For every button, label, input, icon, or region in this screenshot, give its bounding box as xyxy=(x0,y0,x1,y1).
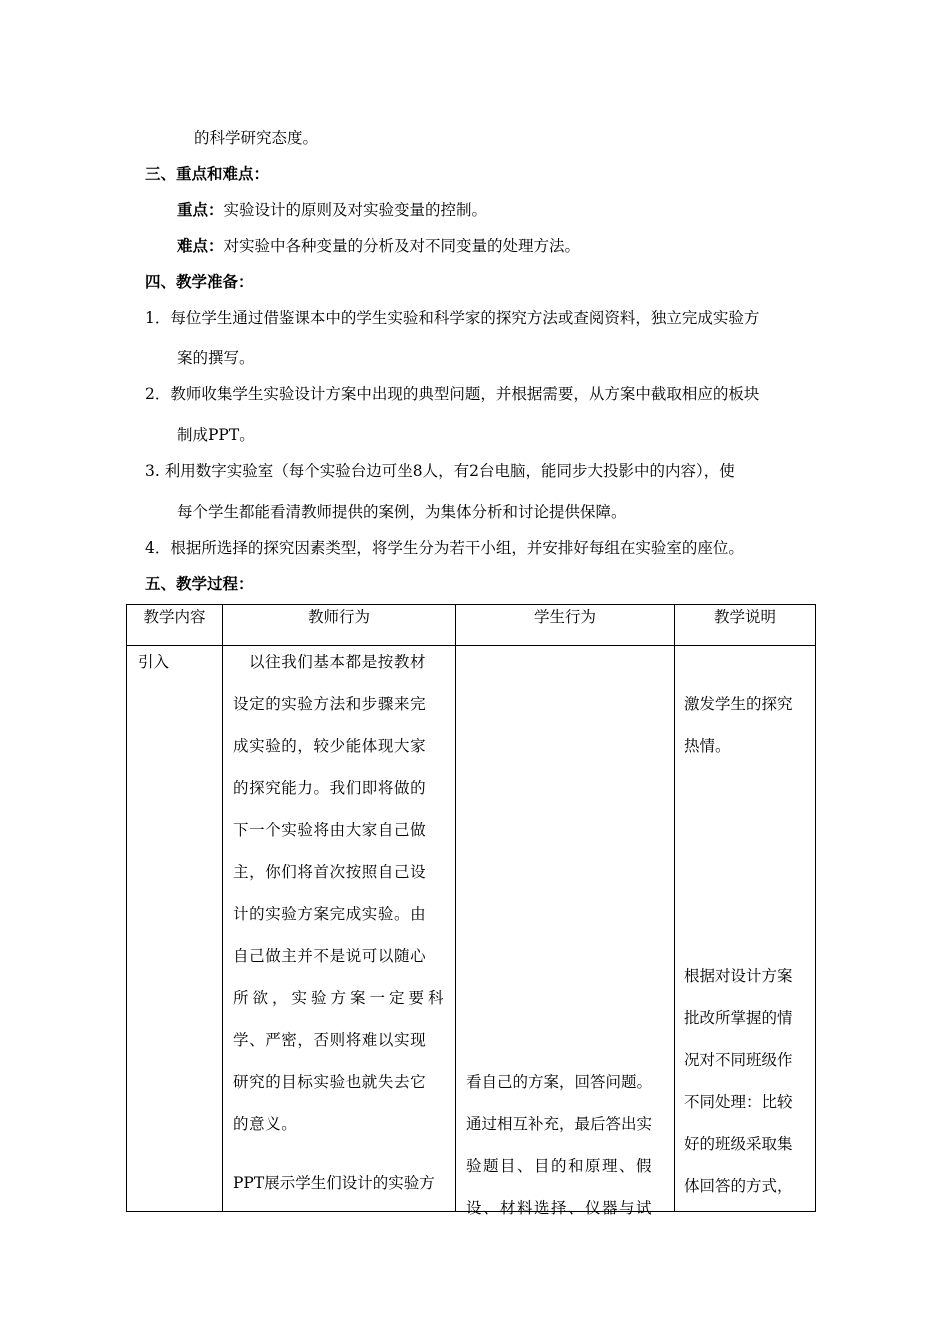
notes-line: 好的班级采取集 xyxy=(684,1135,793,1153)
teacher-line: 研究的目标实验也就失去它 xyxy=(233,1073,427,1091)
teacher-line: 的意义。 xyxy=(233,1115,298,1133)
content-cell xyxy=(127,646,223,1212)
intro-tail: 的科学研究态度。 xyxy=(194,129,319,147)
notes-cell xyxy=(675,646,816,1212)
teacher-line: 以往我们基本都是按教材 xyxy=(249,653,427,671)
difficult-label: 难点： xyxy=(177,236,224,255)
teacher-line: 计的实验方案完成实验。由 xyxy=(233,905,427,923)
student-line: 设、材料选择、仪器与试 xyxy=(466,1199,654,1217)
section-3-title: 三、重点和难点： xyxy=(145,164,270,183)
notes-line: 况对不同班级作 xyxy=(684,1051,793,1069)
teacher-line: 下一个实验将由大家自己做 xyxy=(233,821,427,839)
header-student: 学生行为 xyxy=(456,605,675,646)
teacher-cell xyxy=(223,646,456,1212)
teaching-process-table xyxy=(126,604,816,1217)
table-header-row xyxy=(127,605,816,646)
teacher-line: PPT展示学生们设计的实验方 xyxy=(233,1174,435,1192)
prep-item-1-line-1: 1．每位学生通过借鉴课本中的学生实验和科学家的探究方法或查阅资料，独立完成实验方 xyxy=(145,309,760,327)
prep-item-2-line-1: 2．教师收集学生实验设计方案中出现的典型问题，并根据需要，从方案中截取相应的板块 xyxy=(145,385,760,403)
prep-item-3-line-2: 每个学生都能看清教师提供的案例，为集体分析和讨论提供保障。 xyxy=(177,503,627,521)
teacher-line: 设定的实验方法和步骤来完 xyxy=(233,695,427,713)
section-4-title: 四、教学准备： xyxy=(145,272,254,291)
prep-item-4: 4．根据所选择的探究因素类型，将学生分为若干小组，并安排好每组在实验室的座位。 xyxy=(145,539,744,557)
header-content: 教学内容 xyxy=(127,605,223,646)
student-line: 看自己的方案，回答问题。 xyxy=(466,1073,653,1091)
teacher-line: 的探究能力。我们即将做的 xyxy=(233,779,427,797)
key-text: 实验设计的原则及对实验变量的控制。 xyxy=(223,201,488,219)
key-label: 重点： xyxy=(177,200,224,219)
header-notes: 教学说明 xyxy=(675,605,816,646)
table-row xyxy=(127,646,816,1212)
teacher-line: 主，你们将首次按照自己设 xyxy=(233,863,427,881)
prep-item-3-line-1: 3. 利用数字实验室（每个实验台边可坐8人，有2台电脑，能同步大投影中的内容），使 xyxy=(145,462,735,480)
student-cell xyxy=(456,646,675,1217)
notes-line: 激发学生的探究 xyxy=(684,695,793,713)
notes-line: 热情。 xyxy=(684,737,731,755)
teacher-line: 自己做主并不是说可以随心 xyxy=(233,947,427,965)
header-teacher: 教师行为 xyxy=(223,605,456,646)
teacher-line: 所欲，实验方案一定要科 xyxy=(233,989,448,1007)
notes-line: 体回答的方式， xyxy=(684,1177,793,1195)
notes-line: 根据对设计方案 xyxy=(684,967,793,985)
difficult-point xyxy=(177,236,580,256)
section-5-title: 五、教学过程： xyxy=(145,574,254,593)
key-point xyxy=(177,200,487,220)
difficult-text: 对实验中各种变量的分析及对不同变量的处理方法。 xyxy=(223,237,581,255)
prep-item-1-line-2: 案的撰写。 xyxy=(177,349,255,367)
teacher-line: 学、严密，否则将难以实现 xyxy=(233,1031,427,1049)
student-line: 通过相互补充，最后答出实 xyxy=(466,1115,653,1133)
student-line: 验题目、目的和原理、假 xyxy=(466,1157,654,1175)
content-intro: 引入 xyxy=(138,653,170,671)
notes-line: 不同处理：比较 xyxy=(684,1093,793,1111)
prep-item-2-line-2: 制成PPT。 xyxy=(177,426,255,444)
teacher-line: 成实验的，较少能体现大家 xyxy=(233,737,427,755)
notes-line: 批改所掌握的情 xyxy=(684,1009,793,1027)
